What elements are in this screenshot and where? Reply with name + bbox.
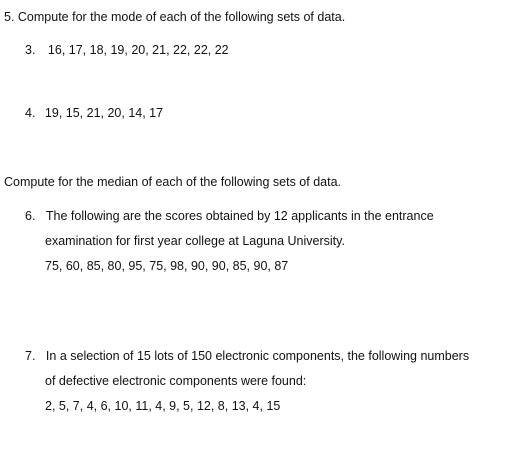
median-item-7-data: 2, 5, 7, 4, 6, 10, 11, 4, 9, 5, 12, 8, 13, 4, 15 bbox=[45, 399, 281, 413]
q5-item-3 bbox=[25, 42, 229, 58]
median-item-6-data: 75, 60, 85, 80, 95, 75, 98, 90, 90, 85, 90, 87 bbox=[45, 259, 289, 273]
item-number: 6. bbox=[25, 209, 36, 223]
item-number: 7. bbox=[25, 349, 36, 363]
item-number: 4. bbox=[25, 106, 36, 120]
item-data: 16, 17, 18, 19, 20, 21, 22, 22, 22 bbox=[47, 43, 229, 57]
item-number: 3. bbox=[25, 43, 36, 57]
median-item-7-line-2: of defective electronic components were found: bbox=[45, 374, 307, 388]
q5-heading: 5. Compute for the mode of each of the following sets of data. bbox=[4, 10, 346, 24]
median-item-6-line-1 bbox=[25, 208, 434, 224]
median-item-7-line-1 bbox=[25, 348, 469, 364]
item-text: The following are the scores obtained by 12 applicants in the entrance bbox=[45, 209, 434, 223]
q5-item-4 bbox=[25, 105, 163, 121]
median-heading: Compute for the median of each of the following sets of data. bbox=[4, 175, 342, 189]
item-data: 19, 15, 21, 20, 14, 17 bbox=[44, 106, 164, 120]
item-text: In a selection of 15 lots of 150 electronic components, the following numbers bbox=[45, 349, 470, 363]
median-item-6-line-2: examination for first year college at Laguna University. bbox=[45, 234, 345, 248]
